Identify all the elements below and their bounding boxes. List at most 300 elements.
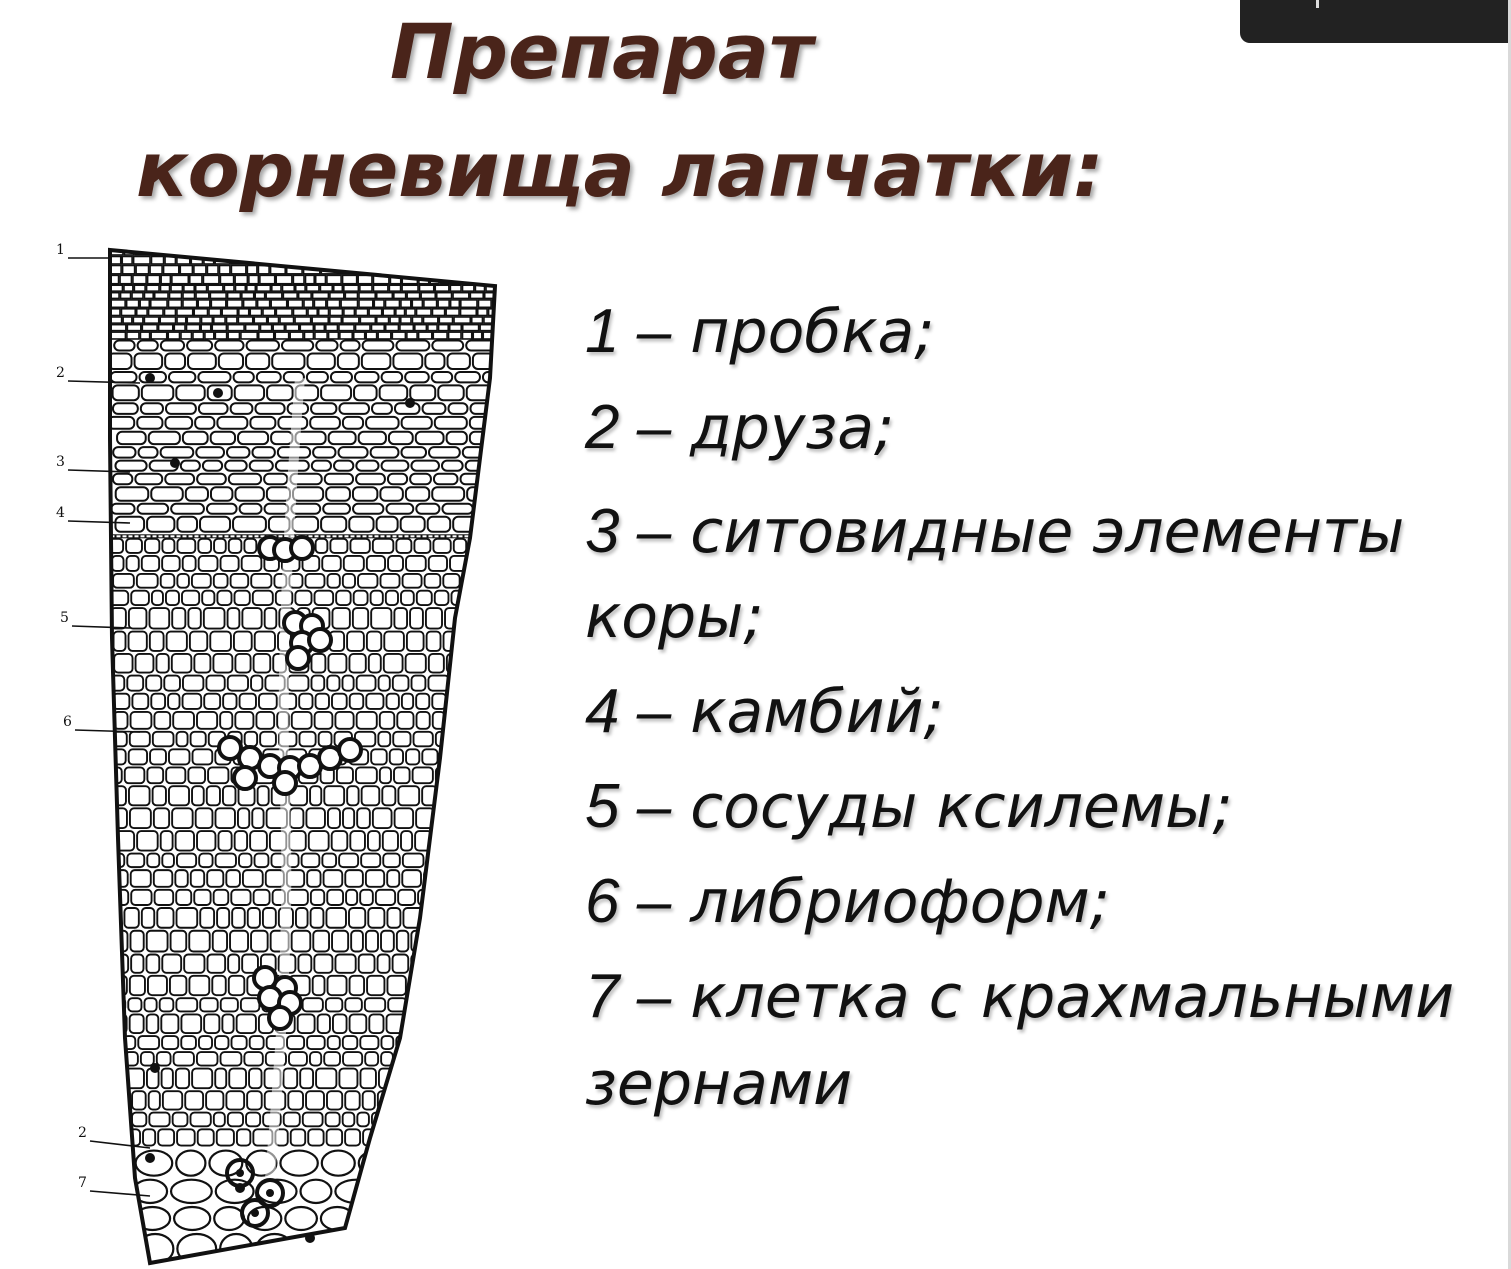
cork-cell [144, 293, 153, 299]
xylem-cell [214, 539, 226, 553]
xylem-cell [457, 1036, 470, 1049]
xylem-cell [127, 556, 139, 571]
cork-cell [134, 256, 150, 264]
xylem-cell [319, 732, 332, 747]
xylem-cell [484, 786, 500, 805]
cork-cell [343, 275, 357, 283]
xylem-cell [410, 608, 423, 629]
xylem-cell [191, 732, 206, 747]
xylem-cell [154, 870, 173, 887]
xylem-cell [500, 1052, 510, 1065]
xylem-cell [128, 998, 141, 1011]
cambium-cell [206, 535, 211, 538]
cork-cell [259, 332, 274, 339]
cork-cell [147, 285, 159, 291]
xylem-cell [131, 591, 149, 605]
legend-item-3-continued [585, 582, 764, 652]
xylem-cell [449, 694, 470, 709]
xylem-cell [459, 890, 471, 905]
xylem-cell [290, 808, 303, 828]
cork-cell [308, 309, 317, 316]
cork-cell [388, 248, 404, 255]
cork-cell [399, 256, 409, 264]
cortex-cell [363, 340, 394, 350]
xylem-cell [129, 632, 147, 651]
cortex-cell [434, 474, 458, 485]
cork-cell [493, 265, 504, 273]
cork-cell [415, 325, 427, 331]
xylem-cell [131, 890, 151, 905]
xylem-cell [335, 712, 353, 729]
xylem-cell [393, 732, 410, 747]
xylem-cell [197, 1052, 218, 1065]
xylem-cell [216, 854, 236, 868]
xylem-cell [181, 1036, 196, 1049]
xylem-cell [183, 676, 203, 691]
cork-cell [155, 293, 168, 299]
xylem-cell [131, 712, 152, 729]
cortex-cell [199, 403, 228, 414]
cork-cell [470, 293, 483, 299]
legend-item-5 [585, 772, 1233, 842]
cortex-cell [356, 474, 385, 485]
xylem-cell [335, 954, 355, 972]
xylem-cell [231, 574, 249, 588]
cork-cell [307, 285, 319, 291]
xylem-cell [232, 908, 245, 928]
cork-cell [151, 256, 163, 264]
xylem-cell [175, 870, 187, 887]
cork-cell [451, 300, 460, 307]
xylem-cell [311, 654, 325, 673]
cork-cell [449, 265, 461, 273]
xylem-cell [326, 908, 346, 928]
cortex-cell [338, 447, 367, 458]
cork-cell [434, 248, 446, 255]
xylem-cell [184, 954, 204, 972]
cork-cell [297, 256, 313, 264]
cork-cell [419, 332, 432, 339]
cortex-cell [183, 432, 208, 444]
xylem-cell [229, 1069, 246, 1089]
druse [405, 398, 415, 408]
cork-cell [435, 285, 449, 291]
xylem-cell [253, 591, 273, 605]
cork-cell [326, 325, 338, 331]
cortex-cell [265, 504, 289, 514]
cork-cell [201, 325, 211, 331]
xylem-cell [263, 908, 276, 928]
cortex-cell [416, 432, 444, 444]
cortex-cell [139, 447, 158, 458]
corner-tab [1240, 0, 1511, 43]
xylem-cell [371, 749, 387, 764]
xylem-cell [158, 1129, 174, 1145]
xylem-cell [137, 831, 158, 850]
xylem-cell [465, 1091, 485, 1109]
cambium-cell [458, 535, 463, 538]
cork-cell [208, 285, 223, 291]
cork-cell [124, 285, 133, 291]
cork-cell [439, 317, 452, 323]
xylem-cell [490, 890, 503, 905]
xylem-cell [459, 632, 471, 651]
pith-cell [498, 1180, 510, 1203]
cortex-cell [355, 372, 379, 382]
xylem-cell [173, 712, 194, 729]
cork-cell [159, 325, 173, 331]
xylem-cell [434, 931, 446, 952]
cork-cell [315, 332, 327, 339]
xylem-cell [239, 854, 252, 868]
xylem-cell [303, 1113, 323, 1127]
cork-cell [330, 293, 344, 299]
cortex-cell [188, 353, 216, 368]
cortex-cell [455, 372, 480, 382]
cortex-cell [329, 432, 356, 444]
pith-cell [407, 1234, 442, 1263]
xylem-cell [403, 854, 424, 868]
cortex-cell [467, 487, 499, 500]
xylem-cell [486, 998, 498, 1011]
cork-cell [235, 275, 247, 283]
xylem-cell [199, 1036, 212, 1049]
xylem-cell [350, 539, 369, 553]
xylem-cell [385, 1129, 406, 1145]
cork-cell [171, 285, 182, 291]
pith-cell [395, 1207, 431, 1230]
xylem-cell [366, 694, 383, 709]
xylem-cell [254, 890, 270, 905]
xylem-cell [398, 786, 419, 805]
cork-cell [238, 317, 252, 323]
cork-cell [344, 309, 355, 316]
cork-cell [202, 317, 213, 323]
xylem-cell [463, 608, 482, 629]
cambium-cell [128, 535, 133, 538]
xylem-cell [218, 831, 231, 850]
xylem-cell [200, 998, 218, 1011]
cambium-cell [476, 535, 481, 538]
xylem-cell [344, 556, 364, 571]
figure-label: 2 [78, 1125, 87, 1141]
cork-cell [133, 317, 143, 323]
xylem-cell [354, 591, 368, 605]
xylem-cell [309, 831, 329, 850]
xylem-cell [336, 591, 351, 605]
cork-cell [299, 248, 309, 255]
xylem-cell [465, 931, 478, 952]
xylem-cell [330, 539, 347, 553]
xylem-cell [479, 870, 498, 887]
xylem-cell [480, 831, 499, 850]
xylem-cell [461, 786, 481, 805]
cortex-cell [323, 504, 350, 514]
xylem-cell [414, 732, 433, 747]
cork-cell [358, 275, 372, 283]
xylem-cell [283, 1069, 297, 1089]
xylem-cell [130, 1014, 144, 1033]
pith-cell [472, 1207, 510, 1230]
xylem-cell [441, 749, 461, 764]
xylem-cell [332, 694, 347, 709]
xylem-cell [398, 890, 415, 905]
xylem-cell [231, 890, 250, 905]
xylem-cell [228, 954, 239, 972]
xylem-cell [366, 870, 384, 887]
xylem-cell [326, 1113, 340, 1127]
rhizome-cross-section-drawing [40, 238, 510, 1269]
cork-cell [122, 256, 132, 264]
xylem-cell [373, 539, 394, 553]
xylem-cell [214, 574, 228, 588]
cortex-cell [438, 385, 463, 400]
cambium-cell [164, 535, 169, 538]
xylem-cell [223, 694, 236, 709]
xylem-cell [350, 1014, 367, 1033]
cork-cell [356, 325, 370, 331]
cork-cell [340, 332, 352, 339]
cortex-cell [380, 385, 408, 400]
xylem-cell [192, 574, 211, 588]
xylem-cell [217, 908, 229, 928]
cork-cell [424, 300, 437, 307]
xylem-cell [306, 1091, 324, 1109]
xylem-cell [380, 767, 391, 783]
xylem-cell [256, 712, 274, 729]
xylem-cell [222, 1014, 233, 1033]
xylem-cell [244, 539, 256, 553]
cambium-cell [422, 535, 427, 538]
cambium-cell [410, 535, 415, 538]
cambium-cell [392, 535, 397, 538]
xylem-vessel [287, 647, 309, 669]
xylem-cell [254, 654, 271, 673]
cork-cell [220, 265, 230, 273]
xylem-cell [235, 591, 250, 605]
cortex-cell [338, 353, 359, 368]
xylem-cell [369, 654, 381, 673]
cambium-cell [482, 535, 487, 538]
figure-label: 3 [56, 454, 65, 470]
xylem-cell [110, 1052, 122, 1065]
cortex-cell [200, 517, 230, 532]
cambium-cell [488, 535, 493, 538]
cork-cell [288, 300, 302, 307]
xylem-cell [347, 786, 358, 805]
cork-cell [260, 325, 271, 331]
page-title-line-2: корневища лапчатки: [136, 125, 1104, 214]
xylem-cell [464, 1129, 485, 1145]
cortex-cell [354, 385, 377, 400]
cork-cell [260, 275, 275, 283]
cork-cell [187, 317, 200, 323]
cortex-cell [307, 372, 328, 382]
xylem-cell [410, 1091, 421, 1109]
cork-cell [215, 332, 226, 339]
xylem-cell [166, 591, 179, 605]
xylem-cell [112, 556, 124, 571]
cortex-cell [316, 340, 337, 350]
cork-cell [258, 300, 270, 307]
cork-cell [374, 300, 384, 307]
legend-item-7 [585, 962, 1455, 1032]
cork-cell [412, 317, 422, 323]
xylem-cell [230, 931, 248, 952]
cortex-cell [401, 447, 426, 458]
cork-cell [313, 293, 329, 299]
xylem-cell [386, 694, 398, 709]
cork-cell [134, 285, 145, 291]
xylem-cell [345, 870, 363, 887]
xylem-cell [174, 1052, 194, 1065]
cortex-cell [461, 474, 487, 485]
cork-cell [366, 332, 376, 339]
xylem-cell [214, 1113, 225, 1127]
xylem-cell [289, 831, 305, 850]
xylem-cell [316, 1069, 336, 1089]
cortex-cell [313, 447, 335, 458]
xylem-cell [251, 574, 271, 588]
xylem-cell [155, 890, 174, 905]
xylem-cell [177, 854, 196, 868]
xylem-cell [292, 931, 311, 952]
xylem-cell [434, 1036, 455, 1049]
xylem-cell [343, 574, 355, 588]
cortex-cell [499, 403, 510, 414]
cork-cell [110, 300, 125, 307]
xylem-cell [367, 556, 385, 571]
cortex-cell [137, 417, 162, 429]
xylem-cell [168, 694, 179, 709]
xylem-cell [234, 632, 252, 651]
xylem-cell [207, 870, 223, 887]
xylem-cell [349, 654, 365, 673]
cork-cell [352, 248, 364, 255]
xylem-cell [298, 1014, 315, 1033]
xylem-cell [324, 1052, 340, 1065]
xylem-cell [360, 1069, 375, 1089]
xylem-cell [473, 1036, 490, 1049]
cork-cell [360, 317, 375, 323]
xylem-cell [386, 591, 398, 605]
xylem-cell [414, 539, 430, 553]
legend-item-7-continued [585, 1049, 853, 1119]
cortex-cell [498, 432, 510, 444]
xylem-cell [332, 608, 349, 629]
xylem-cell [161, 574, 175, 588]
cork-cell [314, 256, 326, 264]
xylem-cell [242, 556, 262, 571]
cork-cell [161, 285, 170, 291]
xylem-cell [190, 1113, 210, 1127]
cork-cell [207, 265, 218, 273]
xylem-cell [114, 632, 126, 651]
cambium-cell [362, 535, 367, 538]
xylem-cell [153, 732, 174, 747]
cortex-cell [207, 504, 237, 514]
xylem-cell [327, 1129, 342, 1145]
cork-cell [338, 248, 351, 255]
xylem-cell [196, 808, 213, 828]
xylem-cell [407, 632, 424, 651]
xylem-cell [452, 1069, 468, 1089]
cork-cell [198, 300, 210, 307]
xylem-cell [435, 1069, 449, 1089]
xylem-cell [460, 976, 479, 995]
xylem-cell [247, 1091, 262, 1109]
cork-cell [304, 300, 313, 307]
cortex-cell [470, 403, 495, 414]
xylem-cell [287, 1036, 304, 1049]
legend-text: друза; [671, 393, 895, 463]
cortex-cell [321, 385, 351, 400]
cortex-cell [371, 447, 399, 458]
cork-cell [446, 256, 455, 264]
xylem-cell [210, 632, 231, 651]
xylem-cell [206, 676, 224, 691]
cortex-cell [250, 461, 273, 471]
cork-cell [243, 248, 258, 255]
xylem-cell [305, 574, 324, 588]
cortex-cell [114, 340, 134, 350]
cortex-cell [382, 372, 403, 382]
xylem-cell [401, 831, 412, 850]
cambium-cell [116, 535, 121, 538]
xylem-cell [284, 1113, 300, 1127]
xylem-cell [109, 1069, 122, 1089]
cork-cell [227, 300, 242, 307]
xylem-cell [324, 870, 343, 887]
cortex-cell [499, 340, 510, 350]
cambium-cell [152, 535, 157, 538]
xylem-cell [438, 1052, 450, 1065]
xylem-cell [146, 676, 161, 691]
cortex-cell [447, 432, 467, 444]
xylem-cell [108, 1113, 129, 1127]
xylem-cell [496, 954, 510, 972]
xylem-cell [358, 574, 377, 588]
xylem-cell [226, 1091, 244, 1109]
figure-label: 7 [78, 1175, 87, 1191]
cork-cell [169, 300, 182, 307]
cambium-cell [494, 535, 499, 538]
cork-cell [242, 293, 254, 299]
corner-tab-mark [1316, 0, 1319, 8]
cortex-cell [321, 517, 346, 532]
cork-cell [184, 285, 194, 291]
cork-cell [328, 256, 338, 264]
cortex-cell [470, 417, 492, 429]
xylem-cell [339, 1069, 357, 1089]
pith-cell [214, 1207, 244, 1230]
cortex-cell [113, 474, 132, 485]
xylem-cell [442, 854, 458, 868]
xylem-cell [223, 786, 236, 805]
cambium-cell [446, 535, 451, 538]
cortex-cell [491, 461, 510, 471]
xylem-cell [490, 732, 502, 747]
xylem-cell [162, 954, 181, 972]
cork-cell [222, 309, 237, 316]
cambium-cell [338, 535, 343, 538]
xylem-cell [143, 1129, 155, 1145]
cambium-cell [134, 535, 139, 538]
cork-cell [369, 309, 382, 316]
xylem-cell [176, 831, 194, 850]
cortex-cell [432, 487, 464, 500]
xylem-cell [162, 1036, 178, 1049]
